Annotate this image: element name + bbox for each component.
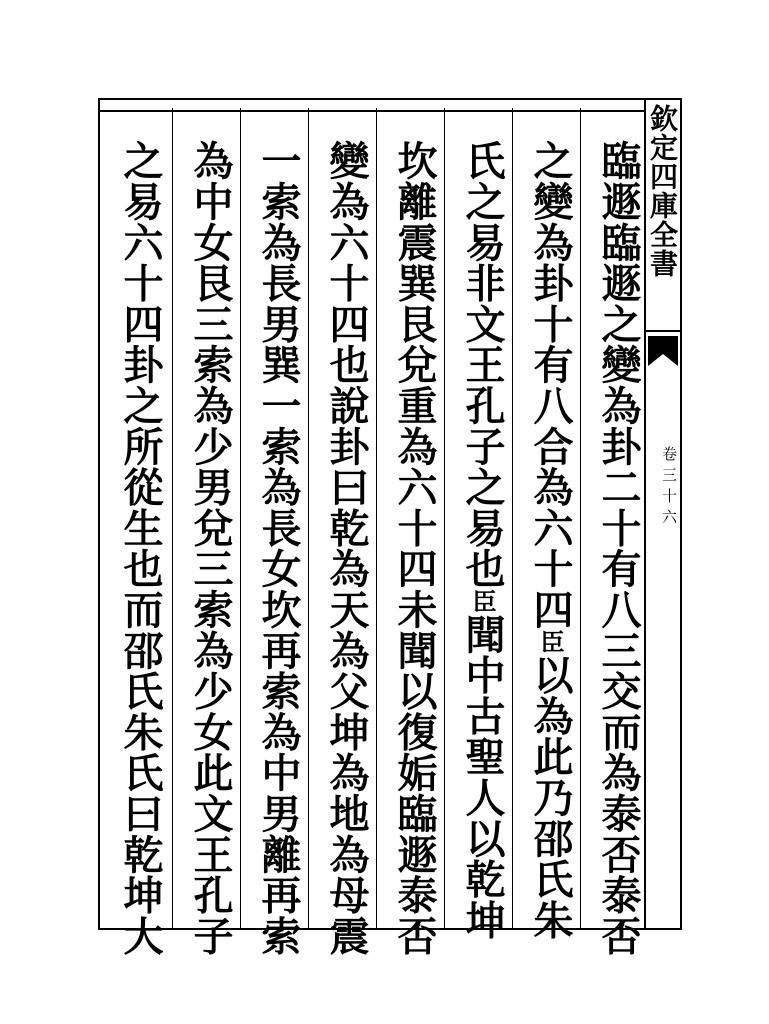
- text-column: [382, 140, 446, 956]
- annotation-mark: 臣: [468, 588, 497, 614]
- volume-number: 卷三十六: [660, 446, 678, 530]
- column-text: 坎離震巽艮兌重為六十四未聞以復姤臨遯泰否: [391, 140, 438, 956]
- column-text: 以為此乃邵氏朱: [527, 654, 574, 941]
- text-column: [246, 140, 310, 956]
- column-rule: [172, 108, 173, 928]
- text-column: [108, 140, 172, 956]
- banner-divider: [646, 330, 682, 332]
- column-text: 之變為卦十有八合為六十四: [527, 140, 574, 630]
- text-column: [314, 140, 378, 956]
- column-text: 之易六十四卦之所從生也而邵氏朱氏曰乾坤大: [117, 140, 164, 956]
- column-text: 氏之易非文王孔子之易也: [459, 140, 506, 589]
- column-text: 一索為長男巽一索為長女坎再索為中男離再索: [255, 140, 302, 956]
- text-column: [450, 140, 514, 940]
- annotation-mark: 臣: [536, 629, 565, 655]
- column-text: 變為六十四也說卦曰乾為天為父坤為地為母震: [323, 140, 370, 956]
- column-text: 臨遯臨遯之變為卦二十有八三交而為泰否泰否: [595, 140, 642, 956]
- text-column: [518, 140, 582, 940]
- column-text: 為中女艮三索為少男兌三索為少女此文王孔子: [187, 140, 234, 956]
- column-text: 聞中古聖人以乾坤: [459, 613, 506, 941]
- text-column: [178, 140, 242, 956]
- text-column: [586, 140, 650, 956]
- collection-title: 欽定四庫全書: [646, 104, 679, 278]
